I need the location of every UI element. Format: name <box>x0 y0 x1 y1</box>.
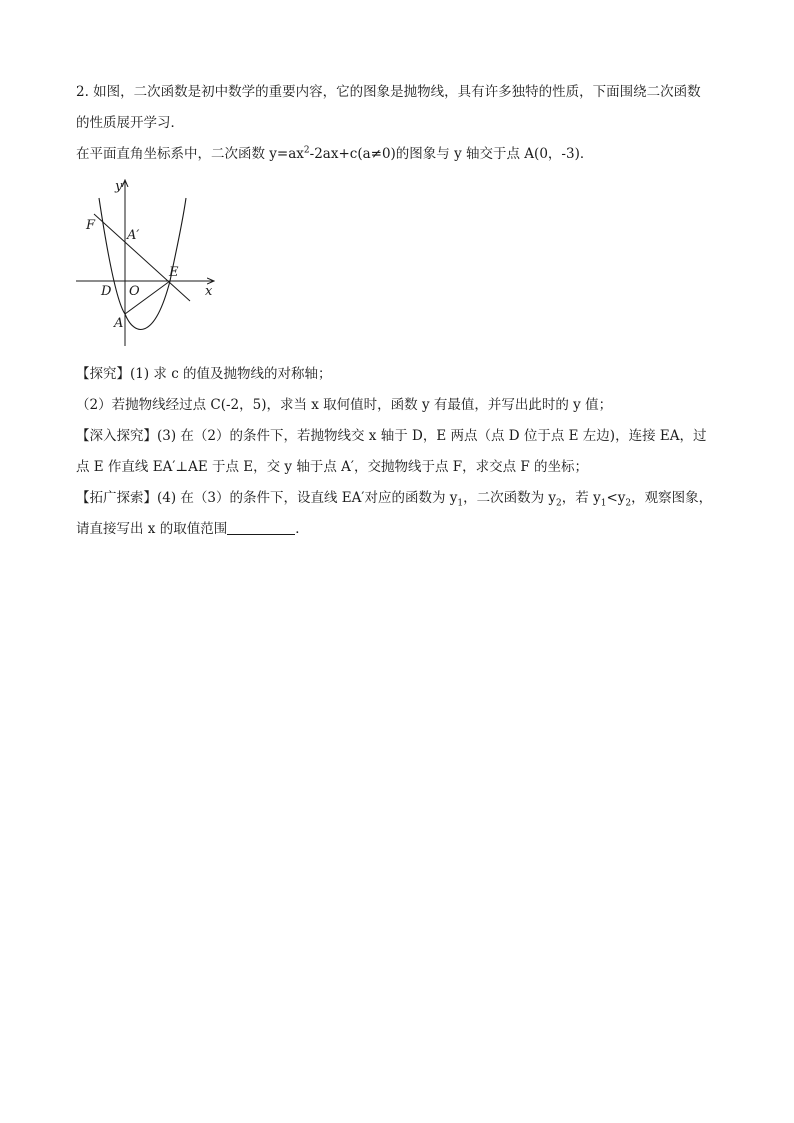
problem-text-line-4: 【探究】(1) 求 c 的值及抛物线的对称轴； <box>76 366 332 382</box>
point-d-label: D <box>101 284 112 299</box>
problem-text-line-7: 点 E 作直线 EA′⊥AE 于点 E，交 y 轴于点 A′，交抛物线于点 F，求交点 F 的坐标； <box>76 459 589 475</box>
parabola-curve <box>99 198 186 329</box>
point-f-label: F <box>86 218 96 233</box>
y-axis-label: y <box>115 179 123 194</box>
origin-label: O <box>129 284 140 299</box>
answer-blank[interactable] <box>227 520 295 535</box>
x-axis-label: x <box>205 284 213 299</box>
problem-text-line-6: 【深入探究】(3) 在（2）的条件下，若抛物线交 x 轴于 D，E 两点（点 D 位于点 E 左边)，连接 EA，过 <box>76 428 707 444</box>
point-a-label: A <box>114 316 124 331</box>
problem-text-line-8: 【拓广探索】(4) 在（3）的条件下，设直线 EA′对应的函数为 $y_1$，二次函数为 $y_2$，若 $y_1<y_2$，观察图象， <box>76 490 713 509</box>
problem-text-line-2: 的性质展开学习． <box>76 115 184 131</box>
parabola-figure <box>74 176 224 348</box>
point-a-prime-label: A′ <box>127 228 140 243</box>
problem-text-line-5: （2）若抛物线经过点 C(-2，5)，求当 x 取何值时，函数 y 有最值，并写出此时的 y 值； <box>76 397 613 413</box>
problem-text-line-3: 在平面直角坐标系中，二次函数 $y=ax^2-2ax+c(a\ne 0)$的图象与 y 轴交于点 A(0，-3)． <box>76 145 594 162</box>
problem-text-line-9: 请直接写出 x 的取值范围 ． <box>76 521 309 537</box>
problem-text-line-1: 2. 如图，二次函数是初中数学的重要内容，它的图象是抛物线，具有许多独特的性质，下面围绕二次函数 <box>76 84 701 100</box>
point-e-label: E <box>169 265 179 280</box>
